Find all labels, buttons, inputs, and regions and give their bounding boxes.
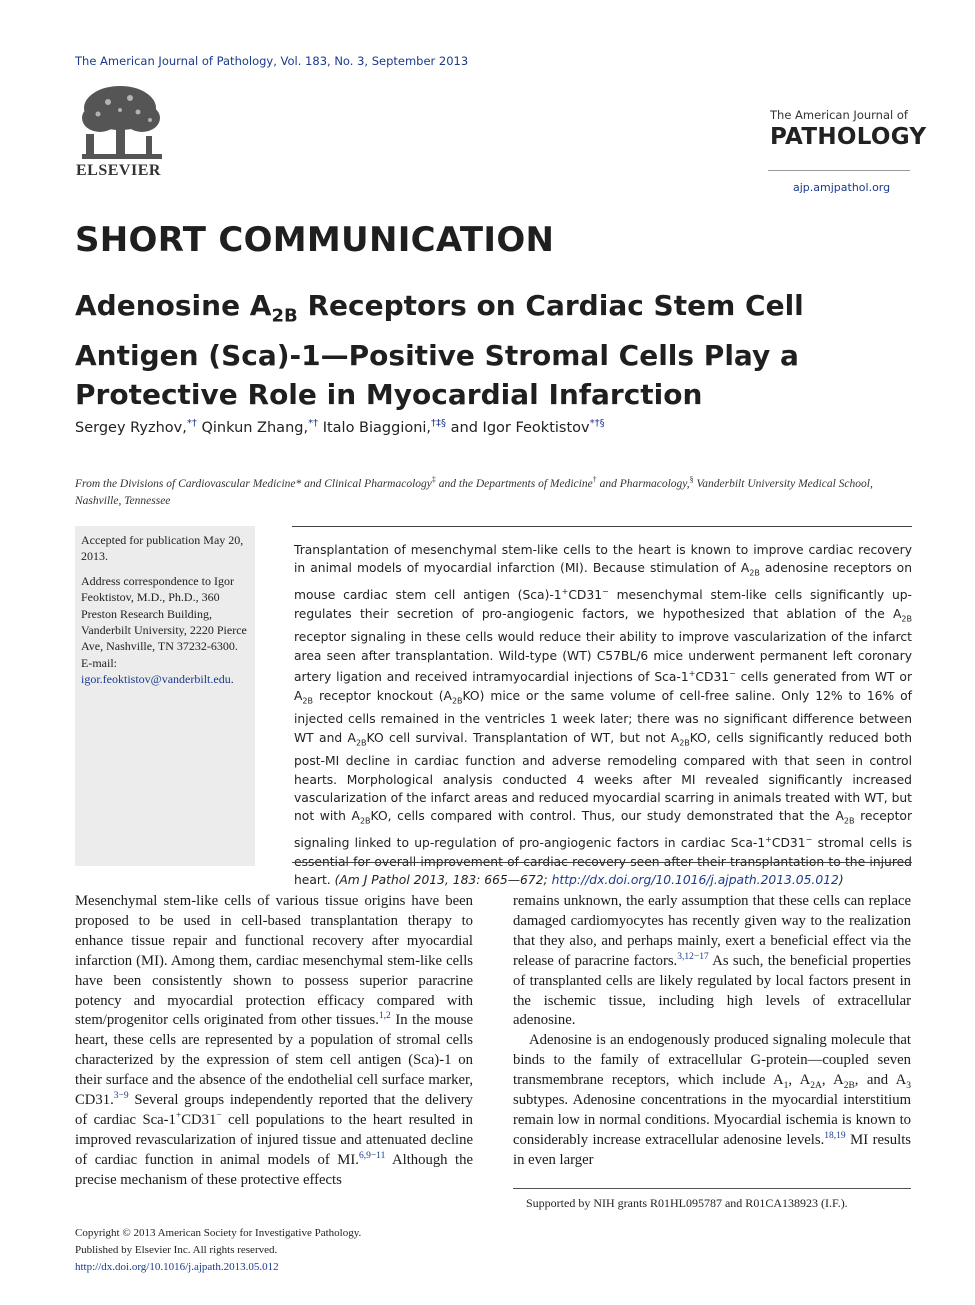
author-list: Sergey Ryzhov,*† Qinkun Zhang,*† Italo Biaggioni,†‡§ and Igor Feoktistov*†§ [75,418,605,436]
author: and Igor Feoktistov [450,419,590,436]
correspondence-address: Address correspondence to Igor Feoktistov, M.D., Ph.D., 360 Preston Research Building, Vanderbilt University, 2220 Pierce Ave, Nashville, TN 37232-6300. E-mail: igor.feoktistov@vanderbilt.edu. [81,573,247,687]
doi-link[interactable]: http://dx.doi.org/10.1016/j.ajpath.2013.05.012 [551,873,839,888]
section-label: SHORT COMMUNICATION [75,220,555,260]
email-link[interactable]: igor.feoktistov@vanderbilt.edu [81,672,231,687]
citation-link[interactable]: 3−9 [113,1091,129,1102]
citation-link[interactable]: 6,9−11 [358,1150,386,1161]
journal-name-line1: The American Journal of [770,108,908,122]
copyright-line: Copyright © 2013 American Society for Investigative Pathology. [75,1227,362,1239]
body-paragraph: Adenosine is an endogenously produced signaling molecule that binds to the family of extracellular G-protein—coupled seven transmembrane receptors, which include $A_1$, $A_{2A}$, $A_{2B}$, and $A_3$ subtypes. Adenosine concentrations in the myocardial interstitium remain low in normal conditions. Myocardial ischemia is known to considerably increase extracellular adenosine levels.$^{18,19}$ MI results in even larger [513,1032,912,1168]
citation-link[interactable]: 3,12−17 [677,951,709,962]
author: Qinkun Zhang, [201,419,309,436]
article-title: Adenosine $A_{2B}$ Receptors on Cardiac Stem Cell Antigen (Sca)-1—Positive Stromal Cells Play a Protective Role in Myocardial Infarction [75,289,804,411]
abstract-top-rule [292,526,912,527]
footer-doi-link[interactable]: http://dx.doi.org/10.1016/j.ajpath.2013.05.012 [75,1261,279,1273]
author: Sergey Ryzhov, [75,419,187,436]
body-paragraph: Mesenchymal stem-like cells of various tissue origins have been proposed to be used in cell-based transplantation therapy to enhance tissue repair and functional recovery after myocardial infarction (MI). Among them, cardiac mesenchymal stem-like cells have been consistently shown to possess superior paracrine potency and myocardial protection efficacy compared with stem/progenitor cells originated from other tissues.$^{1,2}$ In the mouse heart, these cells are represented by a population of stromal cells characterized by the expression of stem cell antigen (Sca)-1 on their surface and the absence of the endothelial cell surface marker, CD31.$^{3-9}$ Several groups independently reported that the delivery of cardiac Sca-1+CD31− cell populations to the heart resulted in improved revascularization of injured tissue and attenuated decline of cardiac function in animal models of MI.$^{6,9-11}$ Although the precise mechanism of these protective effects [75,893,473,1188]
article-info-sidebar [75,526,255,866]
abstract: Transplantation of mesenchymal stem-like cells to the heart is known to improve cardiac recovery in animal models of myocardial infarction (MI). Because stimulation of $A_{2B}$ adenosine receptors on mouse cardiac stem cell antigen (Sca)-1+CD31− mesenchymal stem-like cells significantly up-regulates their secretion of pro-angiogenic factors, we hypothesized that ablation of the $A_{2B}$ receptor signaling in these cells would reduce their ability to improve vascularization of the infarct area seen after transplantation. Wild-type (WT) C57BL/6 mice underwent permanent left coronary artery ligation and received intramyocardial injections of Sca-1+CD31− cells generated from WT or $A_{2B}$ receptor knockout $(A_{2B}KO)$ mice or the same volume of cell-free saline. Only 12% to 16% of injected cells remained in the ventricles 1 week later; there was no significant difference between WT and $A_{2B}KO$ cell survival. Transplantation of WT, but not $A_{2B}KO$, cells significantly reduced both post-MI decline in cardiac function and adverse remodeling compared with that seen in control hearts. Morphological analysis conducted 4 weeks after MI revealed significantly increased vascularization of the infarct areas and reduced myocardial scarring in animals treated with WT, but not with $A_{2B}KO$, cells compared with control. Thus, our study demonstrated that the $A_{2B}$ receptor signaling linked to up-regulation of pro-angiogenic factors in cardiac Sca-1+CD31− stromal cells is essential for overall improvement of cardiac recovery seen after their transplantation to the injured heart. (Am J Pathol 2013, 183: 665—672; http://dx.doi.org/10.1016/j.ajpath.2013.05.012) [294,543,913,888]
publisher-wordmark: ELSEVIER [76,162,161,179]
author: Italo Biaggioni, [322,419,432,436]
citation-link[interactable]: 18,19 [824,1130,846,1141]
copyright-footer [75,1225,361,1276]
body-column-left [75,892,473,1191]
abstract-bottom-rule [292,862,912,863]
journal-divider [768,170,910,171]
publisher-line: Published by Elsevier Inc. All rights reserved. [75,1244,278,1256]
accepted-date: Accepted for publication May 20, 2013. [81,533,244,564]
journal-citation: The American Journal of Pathology, Vol. 183, No. 3, September 2013 [75,54,469,68]
journal-url-link[interactable]: ajp.amjpathol.org [793,181,891,194]
citation-link[interactable]: 1,2 [378,1011,391,1022]
affiliation: From the Divisions of Cardiovascular Medicine* and Clinical Pharmacology‡ and the Departments of Medicine† and Pharmacology,§ Vanderbilt University Medical School, Nashville, Tennessee [75,475,873,507]
footnote-rule [513,1188,911,1189]
body-column-right [513,892,911,1171]
journal-name-line2: PATHOLOGY [770,124,927,150]
article-reference: (Am J Pathol 2013, 183: 665—672; [334,873,548,888]
funding-note: Supported by NIH grants R01HL095787 and R01CA138923 (I.F.). [526,1196,848,1210]
body-paragraph: remains unknown, the early assumption that these cells can replace damaged cardiomyocytes has recently given way to the realization that they also, and perhaps mainly, exert a beneficial effect via the release of paracrine factors.$^{3,12-17}$ As such, the beneficial properties of transplanted cells are likely regulated by local factors present in the ischemic tissue, including high levels of extracellular adenosine. [513,893,911,1029]
